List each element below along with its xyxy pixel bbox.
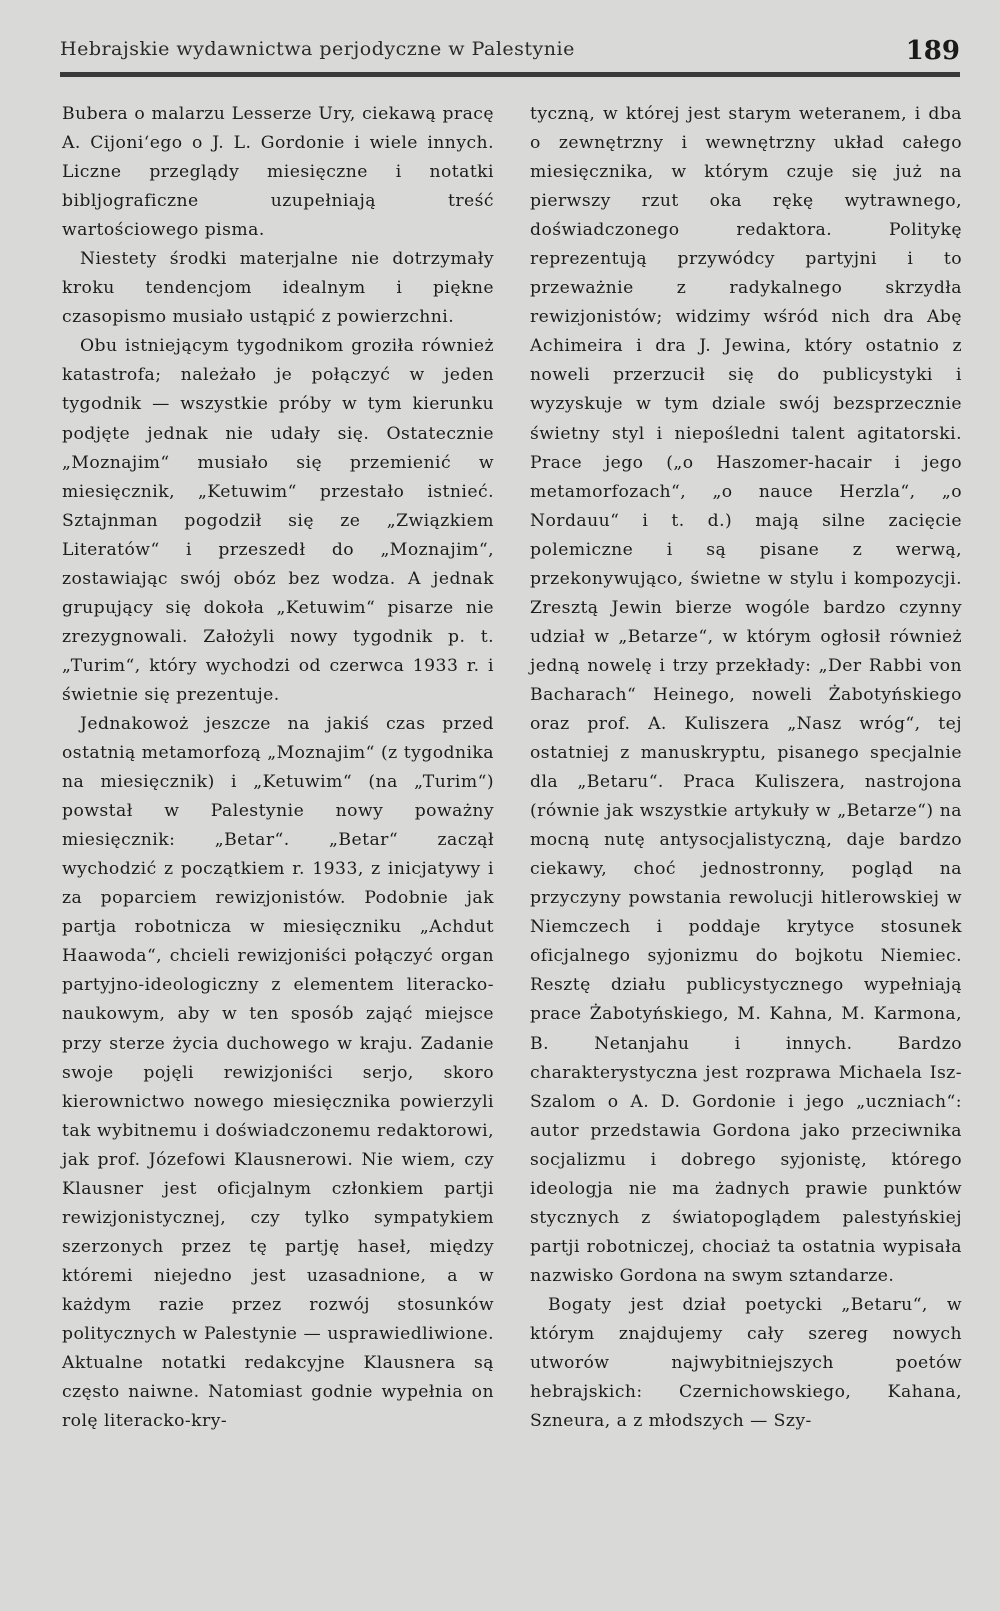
paragraph: Bubera o malarzu Lesserze Ury, ciekawą pracę A. Cijoni‘ego o J. L. Gordonie i wiele innych. Liczne przeglądy miesięczne i notatki bibljograficzne uzupełniają treść wartościowego pisma. — [62, 104, 494, 241]
paragraph: Jednakowoż jeszcze na jakiś czas przed ostatnią metamorfozą „Moznajim“ (z tygodnika na miesięcznik) i „Ketuwim“ (na „Turim“) powstał w Palestynie nowy poważny miesięcznik: „Betar“. „Betar“ zaczął wychodzić z początkiem r. 1933, z inicjatywy i za poparciem rewizjonistów. Podobnie jak partja robotnicza w miesięczniku „Achdut Haawoda“, chcieli rewizjoniści połączyć organ partyjno-ideologiczny z elementem literacko-naukowym, aby w ten sposób zająć miejsce przy sterze życia duchowego w kraju. Zadanie swoje pojęli rewizjoniści serjo, skoro kierownictwo nowego miesięcznika powierzyli tak wybitnemu i doświadczonemu redaktorowi, jak prof. Józefowi Klausnerowi. Nie wiem, czy Klausner jest oficjalnym członkiem partji rewizjonistycznej, czy tylko sympatykiem szerzonych przez tę partję haseł, między któremi niejedno jest uzasadnione, a w każdym razie przez rozwój stosunków politycznych w Palestynie — usprawiedliwione. Aktualne notatki redakcyjne Klausnera są często naiwne. Natomiast godnie wypełnia on rolę literacko-kry- — [62, 713, 494, 1432]
right-column — [530, 100, 962, 1436]
paragraph: tyczną, w której jest starym weteranem, i dba o zewnętrzny i wewnętrzny układ całego miesięcznika, w którym czuje się już na pierwszy rzut oka rękę wytrawnego, doświadczonego redaktora. Politykę reprezentują przywódcy partyjni i to przeważnie z radykalnego skrzydła rewizjonistów; widzimy wśród nich dra Abę Achimeira i dra J. Jewina, który ostatnio z noweli przerzucił się do publicystyki i wyzyskuje w tym dziale swój bezsprzecznie świetny styl i niepośledni talent agitatorski. Prace jego („o Haszomer-hacair i jego metamorfozach“, „o nauce Herzla“, „o Nordauu“ i t. d.) mają silne zacięcie polemiczne i są pisane z werwą, przekonywująco, świetne w stylu i kompozycji. Zresztą Jewin bierze wogóle bardzo czynny udział w „Betarze“, w którym ogłosił również jedną nowelę i trzy przekłady: „Der Rabbi von Bacharach“ Heinego, noweli Żabotyńskiego oraz prof. A. Kuliszera „Nasz wróg“, tej ostatniej z manuskryptu, pisanego specjalnie dla „Betaru“. Praca Kuliszera, nastrojona (równie jak wszystkie artykuły w „Betarze“) na mocną nutę antysocjalistyczną, daje bardzo ciekawy, choć jednostronny, pogląd na przyczyny powstania rewolucji hitlerowskiej w Niemczech i poddaje krytyce stosunek oficjalnego syjonizmu do bojkotu Niemiec. Resztę działu publicystycznego wypełniają prace Żabotyńskiego, M. Kahna, M. Karmona, B. Netanjahu i innych. Bardzo charakterystyczna jest rozprawa Michaela Isz-Szalom o A. D. Gordonie i jego „uczniach“: autor przedstawia Gordona jako przeciwnika socjalizmu i dobrego syjonistę, którego ideologja nie ma żadnych prawie punktów stycznych z światopoglądem palestyńskiej partji robotniczej, chociaż ta ostatnia wypisała nazwisko Gordona na swym sztandarze. — [530, 104, 962, 1286]
paragraph: Obu istniejącym tygodnikom groziła również katastrofa; należało je połączyć w jeden tygodnik — wszystkie próby w tym kierunku podjęte jednak nie udały się. Ostatecznie „Moznajim“ musiało się przemienić w miesięcznik, „Ketuwim“ przestało istnieć. Sztajnman pogodził się ze „Związkiem Literatów“ i przeszedł do „Moznajim“, zostawiając swój obóz bez wodza. A jednak grupujący się dokoła „Ketuwim“ pisarze nie zrezygnowali. Założyli nowy tygodnik p. t. „Turim“, który wychodzi od czerwca 1933 r. i świetnie się prezentuje. — [62, 336, 494, 705]
left-column — [62, 100, 494, 1436]
page-number: 189 — [905, 36, 960, 66]
running-title: Hebrajskie wydawnictwa perjodyczne w Palestynie — [60, 38, 575, 60]
paragraph: Niestety środki materjalne nie dotrzymały kroku tendencjom idealnym i piękne czasopismo musiało ustąpić z powierzchni. — [62, 249, 494, 328]
header-rule — [60, 72, 960, 77]
paragraph: Bogaty jest dział poetycki „Betaru“, w którym znajdujemy cały szereg nowych utworów najwybitniejszych poetów hebrajskich: Czernichowskiego, Kahana, Szneura, a z młodszych — Szy- — [530, 1294, 962, 1432]
page-header — [60, 36, 960, 76]
